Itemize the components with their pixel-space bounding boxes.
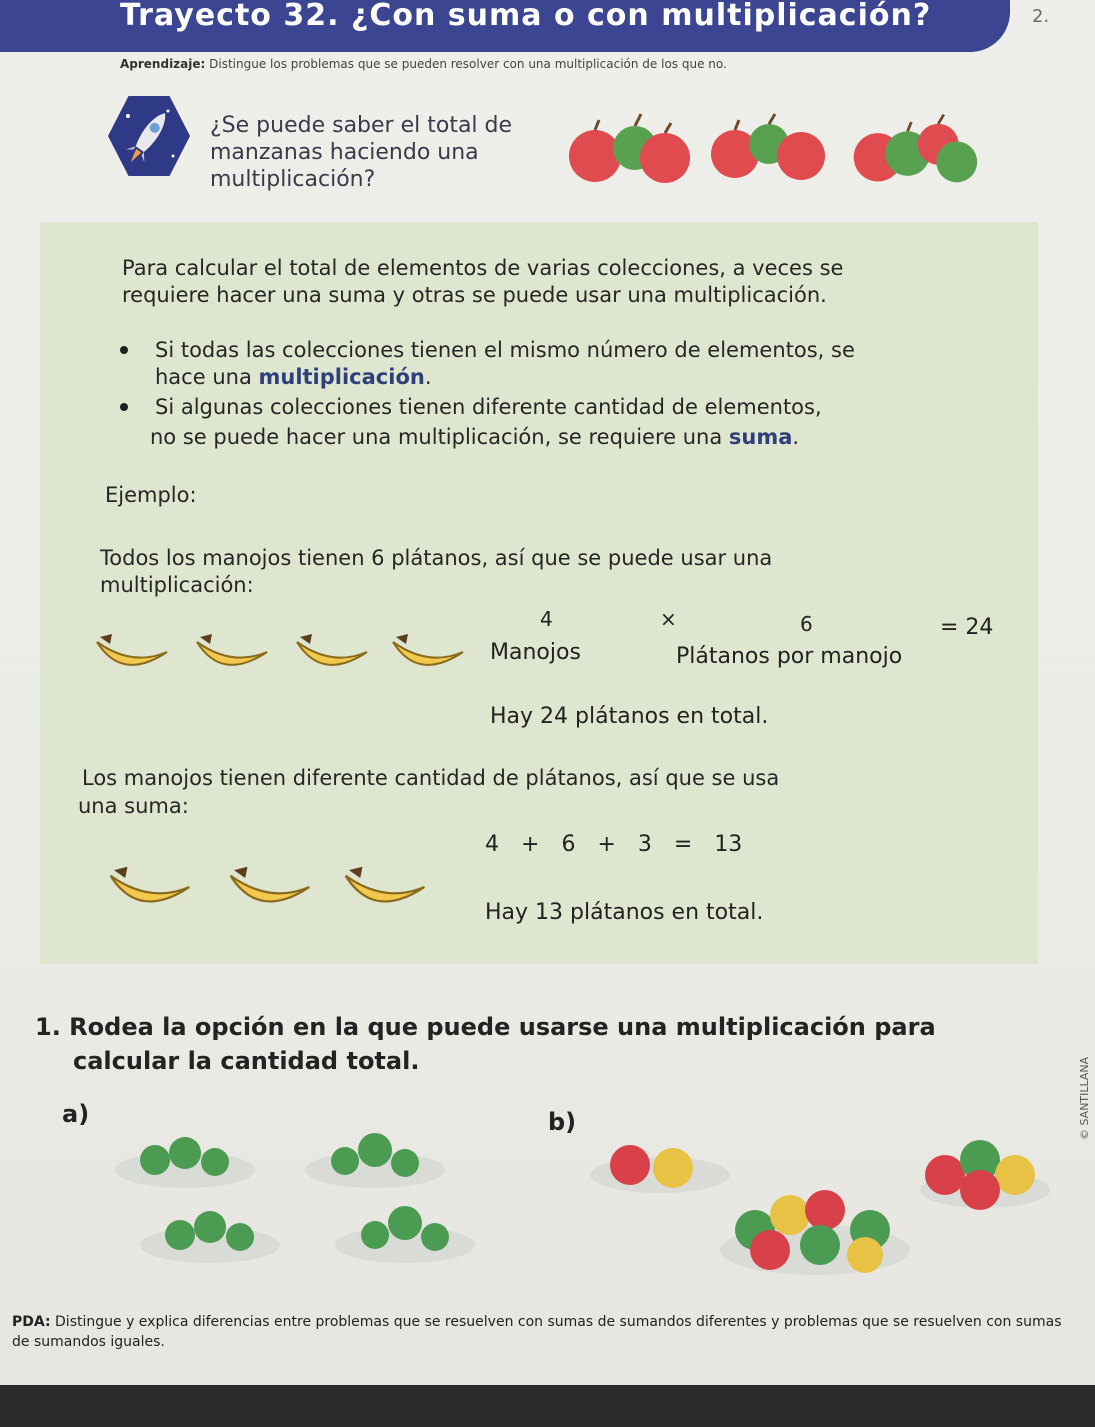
publisher-mark: © SANTILLANA bbox=[1078, 1056, 1091, 1140]
bullet-1-line-1: Si todas las colecciones tienen el mismo número de elementos, se bbox=[155, 338, 855, 362]
multiplicacion-bold: multiplicación bbox=[258, 365, 425, 389]
banana-bunch-icon bbox=[192, 622, 272, 682]
sum-total: Hay 13 plátanos en total. bbox=[485, 900, 764, 925]
option-a-plates-icon[interactable] bbox=[110, 1125, 490, 1285]
intro-question: ¿Se puede saber el total de manzanas haciendo una multiplicación? bbox=[210, 113, 513, 192]
sum-intro-line-2: una suma: bbox=[78, 794, 189, 818]
bullet-2-line-1: Si algunas colecciones tienen diferente cantidad de elementos, bbox=[155, 395, 822, 419]
pda-text: Distingue y explica diferencias entre problemas que se resuelven con sumas de sumandos diferentes y problemas que se resuelven con sumas de sumandos iguales. bbox=[12, 1314, 1062, 1350]
learning-objective bbox=[120, 57, 727, 71]
banana-bunch-icon bbox=[388, 622, 468, 682]
bullet-dot bbox=[120, 403, 128, 411]
pda-label: PDA: bbox=[12, 1314, 51, 1330]
bullet-dot bbox=[120, 346, 128, 354]
pda-note bbox=[12, 1312, 1062, 1352]
page-title: Trayecto 32. ¿Con suma o con multiplicación? bbox=[120, 0, 932, 33]
platanos-por-manojo-label: Plátanos por manojo bbox=[676, 644, 903, 669]
factor-platanos: 6 bbox=[800, 612, 813, 636]
factor-manojos: 4 bbox=[540, 607, 553, 631]
apple-pile-2-icon bbox=[705, 108, 835, 188]
option-b-plates-icon[interactable] bbox=[585, 1130, 1050, 1285]
page-number: 2. bbox=[1032, 6, 1050, 27]
banana-bunch-icon bbox=[92, 622, 172, 682]
mult-intro-line-1: Todos los manojos tienen 6 plátanos, así que se puede usar una bbox=[100, 546, 773, 570]
banana-bunch-icon bbox=[225, 852, 315, 922]
option-a-label: a) bbox=[62, 1100, 90, 1128]
learning-objective-label: Aprendizaje: bbox=[120, 57, 206, 71]
manojos-label: Manojos bbox=[490, 640, 581, 665]
apple-pile-1-icon bbox=[565, 108, 695, 188]
mult-total: Hay 24 plátanos en total. bbox=[490, 704, 769, 729]
header-band bbox=[0, 0, 1010, 52]
banana-bunch-icon bbox=[340, 852, 430, 922]
mult-intro-line-2: multiplicación: bbox=[100, 573, 254, 597]
times-sign: × bbox=[660, 607, 677, 631]
banana-bunch-icon bbox=[105, 852, 195, 922]
mult-result: = 24 bbox=[940, 615, 994, 640]
bullet-2-line-2: no se puede hacer una multiplicación, se requiere una suma. bbox=[150, 425, 800, 449]
intro-line-1: Para calcular el total de elementos de varias colecciones, a veces se bbox=[122, 256, 844, 280]
apple-pile-3-icon bbox=[850, 108, 980, 188]
suma-bold: suma bbox=[728, 425, 793, 449]
intro-line-2: requiere hacer una suma y otras se puede usar una multiplicación. bbox=[122, 283, 827, 307]
option-b-label: b) bbox=[548, 1108, 577, 1136]
sum-expression: 4 + 6 + 3 = 13 bbox=[485, 832, 743, 857]
bullet-1-line-2: hace una multiplicación. bbox=[155, 365, 432, 389]
banana-bunch-icon bbox=[292, 622, 372, 682]
example-label: Ejemplo: bbox=[105, 483, 197, 507]
exercise-1-prompt: 1. Rodea la opción en la que puede usarse una multiplicación para calcular la cantidad total. bbox=[35, 1013, 936, 1075]
learning-objective-text: Distingue los problemas que se pueden resolver con una multiplicación de los que no. bbox=[209, 57, 727, 71]
sum-intro-line-1: Los manojos tienen diferente cantidad de plátanos, así que se usa bbox=[82, 766, 780, 790]
page-shadow bbox=[0, 1385, 1095, 1427]
